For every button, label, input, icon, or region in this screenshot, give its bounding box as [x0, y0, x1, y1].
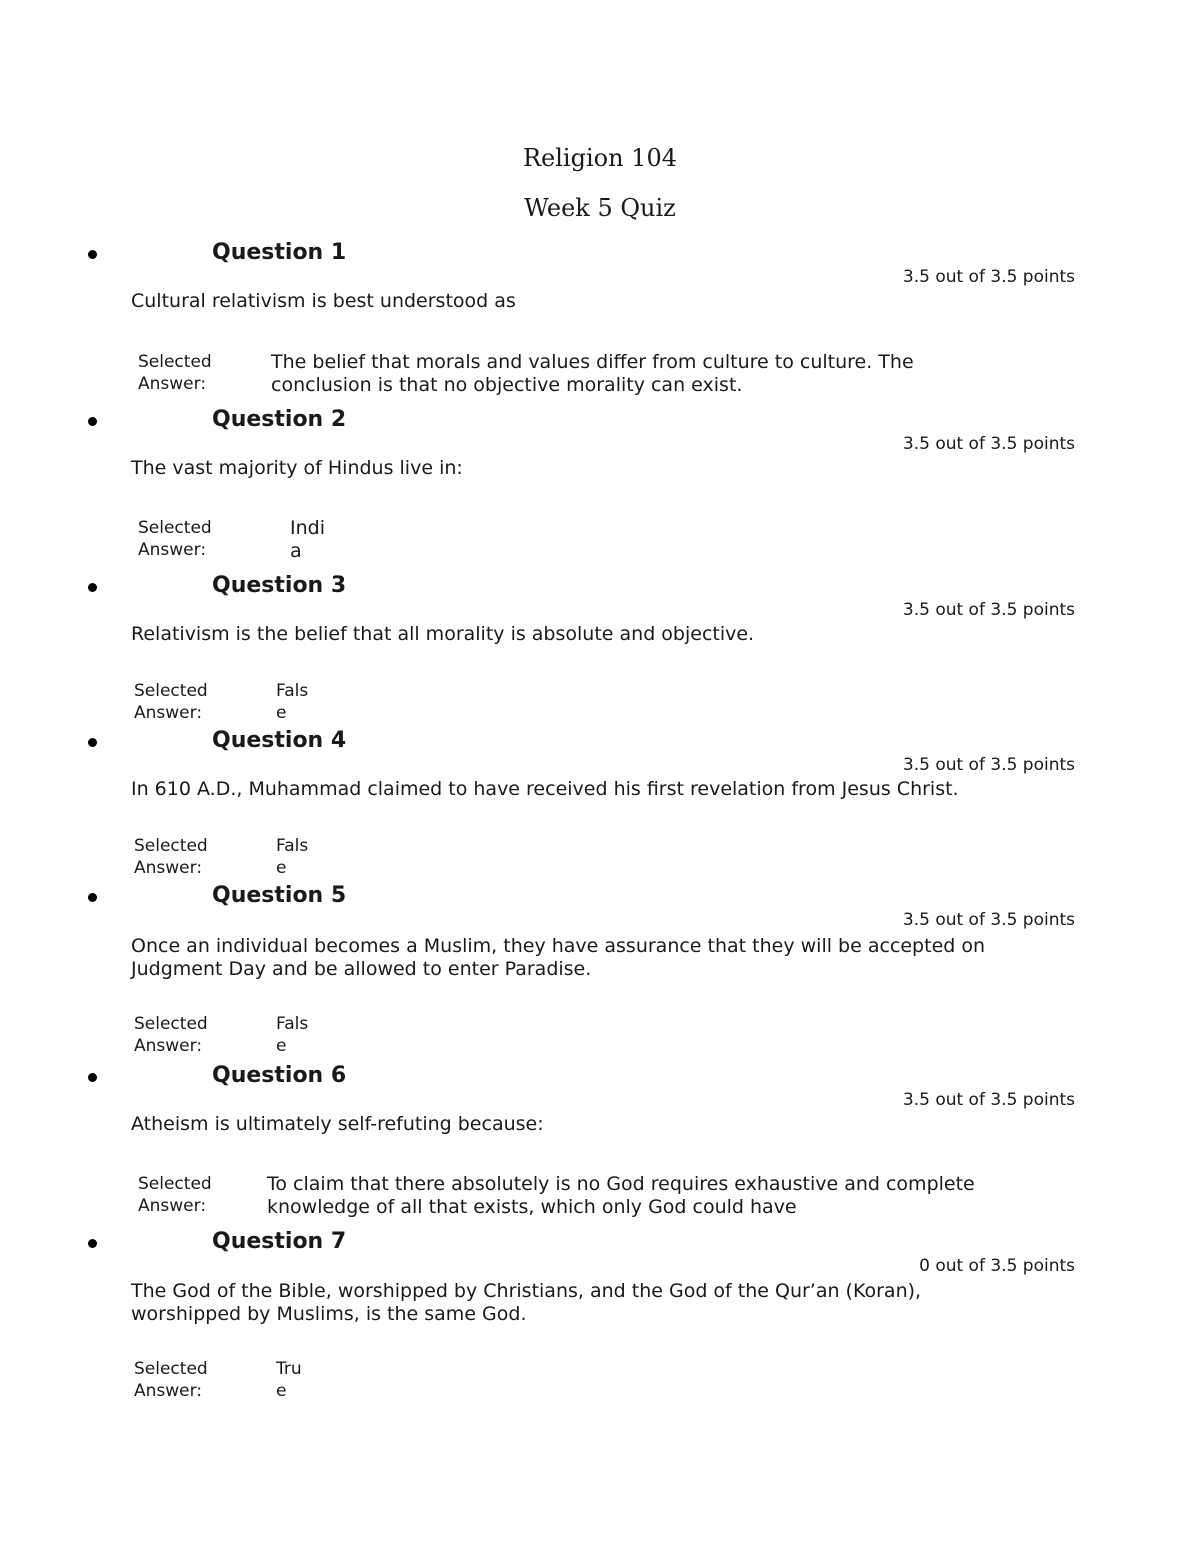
- question-points: 3.5 out of 3.5 points: [902, 434, 1075, 454]
- bullet-icon: [88, 893, 97, 902]
- question-text: The vast majority of Hindus live in:: [131, 457, 463, 479]
- question-title: Question 5: [212, 883, 347, 908]
- question-points: 0 out of 3.5 points: [919, 1256, 1075, 1276]
- question-points: 3.5 out of 3.5 points: [902, 1090, 1075, 1110]
- question-points: 3.5 out of 3.5 points: [902, 267, 1075, 287]
- selected-answer-label: Selected Answer:: [138, 518, 212, 560]
- selected-answer: Fals e: [276, 681, 309, 723]
- selected-answer-label: Selected Answer:: [134, 1359, 208, 1401]
- selected-answer: Indi a: [290, 517, 325, 562]
- question-points: 3.5 out of 3.5 points: [902, 600, 1075, 620]
- question-text: The God of the Bible, worshipped by Christians, and the God of the Qur’an (Koran), worshipped by Muslims, is the same God.: [131, 1280, 922, 1325]
- selected-answer-label: Selected Answer:: [138, 1174, 212, 1216]
- question-text: Atheism is ultimately self-refuting because:: [131, 1113, 544, 1135]
- course-title: Religion 104: [522, 144, 677, 172]
- question-title: Question 2: [212, 407, 347, 432]
- question-title: Question 1: [212, 240, 347, 265]
- selected-answer: Fals e: [276, 836, 309, 878]
- selected-answer-label: Selected Answer:: [138, 352, 212, 394]
- bullet-icon: [88, 583, 97, 592]
- selected-answer-label: Selected Answer:: [134, 836, 208, 878]
- question-title: Question 4: [212, 728, 347, 753]
- question-title: Question 3: [212, 573, 347, 598]
- question-text: Once an individual becomes a Muslim, they have assurance that they will be accepted on Judgment Day and be allowed to enter Paradise.: [131, 935, 986, 980]
- question-points: 3.5 out of 3.5 points: [902, 755, 1075, 775]
- question-points: 3.5 out of 3.5 points: [902, 910, 1075, 930]
- bullet-icon: [88, 738, 97, 747]
- question-text: In 610 A.D., Muhammad claimed to have received his first revelation from Jesus Christ.: [131, 778, 959, 800]
- bullet-icon: [88, 417, 97, 426]
- bullet-icon: [88, 1239, 97, 1248]
- selected-answer: To claim that there absolutely is no God requires exhaustive and complete knowledge of all that exists, which only God could have: [267, 1173, 975, 1218]
- question-title: Question 7: [212, 1229, 347, 1254]
- selected-answer: Fals e: [276, 1014, 309, 1056]
- question-title: Question 6: [212, 1063, 347, 1088]
- question-text: Cultural relativism is best understood as: [131, 290, 516, 312]
- selected-answer-label: Selected Answer:: [134, 1014, 208, 1056]
- quiz-title: Week 5 Quiz: [524, 194, 676, 222]
- bullet-icon: [88, 250, 97, 259]
- selected-answer-label: Selected Answer:: [134, 681, 208, 723]
- selected-answer: Tru e: [276, 1359, 302, 1401]
- selected-answer: The belief that morals and values differ from culture to culture. The conclusion is that no objective morality can exist.: [271, 351, 914, 396]
- bullet-icon: [88, 1073, 97, 1082]
- question-text: Relativism is the belief that all morality is absolute and objective.: [131, 623, 755, 645]
